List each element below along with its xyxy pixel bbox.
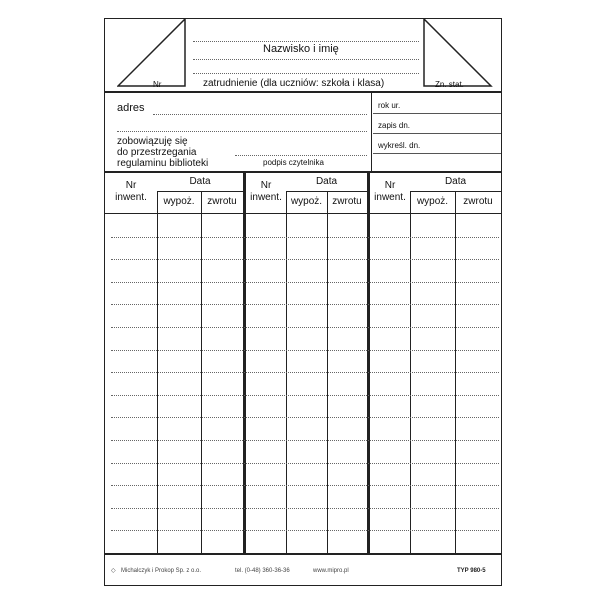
removed-date-line[interactable]: [373, 153, 501, 154]
g1-back-label: zwrotu: [207, 196, 237, 207]
g1-nr-label: Nr: [125, 180, 137, 191]
table-row[interactable]: [111, 282, 499, 283]
name-dotted-line-top: [193, 41, 419, 42]
name-dotted-line[interactable]: [193, 59, 419, 60]
left-corner-triangle: [117, 19, 187, 87]
table-row[interactable]: [111, 485, 499, 486]
table-row[interactable]: [111, 530, 499, 531]
pledge-line-2: do przestrzegania: [117, 147, 197, 158]
g2-out-label: wypoż.: [290, 196, 323, 207]
table-rows: [105, 214, 501, 553]
table-row[interactable]: [111, 372, 499, 373]
status-label: Zn. stat.: [435, 80, 464, 89]
pledge-line-3: regulaminu biblioteki: [117, 158, 209, 169]
g3-out-label: wypoż.: [416, 196, 449, 207]
name-label: Nazwisko i imię: [263, 43, 339, 55]
library-card-form: [104, 18, 502, 586]
year-label: rok ur.: [378, 101, 401, 110]
removed-date-label: wykreśl. dn.: [378, 141, 421, 150]
publisher-name: Michalczyk i Prokop Sp. z o.o.: [121, 568, 202, 574]
publisher-logo-icon: ◇: [111, 568, 116, 574]
g3-inv-label: inwent.: [374, 192, 406, 203]
header-divider: [105, 91, 501, 93]
g1-inv-label: inwent.: [115, 192, 147, 203]
record-date-label: zapis dn.: [378, 121, 411, 130]
g2-back-label: zwrotu: [332, 196, 362, 207]
g3-nr-label: Nr: [384, 180, 396, 191]
publisher-phone: tel. (0-48) 360-36-36: [235, 568, 290, 574]
table-top-divider: [105, 171, 501, 173]
table-row[interactable]: [111, 395, 499, 396]
form-type: TYP 980-5: [457, 568, 486, 574]
right-corner-triangle: [423, 19, 493, 87]
signature-dotted-line[interactable]: [235, 155, 367, 156]
g1-data-underline: [157, 191, 243, 192]
table-row[interactable]: [111, 304, 499, 305]
nr-label: Nr: [153, 80, 162, 89]
publisher-url: www.mipro.pl: [313, 568, 349, 574]
table-row[interactable]: [111, 237, 499, 238]
table-row[interactable]: [111, 508, 499, 509]
address-dotted-line-1[interactable]: [153, 114, 367, 115]
g3-back-label: zwrotu: [463, 196, 493, 207]
g2-nr-label: Nr: [260, 180, 272, 191]
employment-label: zatrudnienie (dla uczniów: szkoła i klasa): [203, 78, 385, 89]
address-dotted-line-2[interactable]: [117, 131, 367, 132]
pledge-line-1: zobowiązuję się: [117, 136, 188, 147]
g1-out-label: wypoż.: [163, 196, 195, 207]
year-line[interactable]: [373, 113, 501, 114]
table-row[interactable]: [111, 440, 499, 441]
registry-divider: [371, 93, 372, 171]
table-row[interactable]: [111, 463, 499, 464]
g1-data-label: Data: [189, 176, 211, 187]
table-row[interactable]: [111, 417, 499, 418]
record-date-line[interactable]: [373, 133, 501, 134]
table-bottom-divider: [105, 553, 501, 555]
employment-dotted-line[interactable]: [193, 73, 419, 74]
g2-inv-label: inwent.: [250, 192, 282, 203]
address-label: adres: [117, 102, 145, 114]
signature-label: podpis czytelnika: [263, 158, 324, 167]
g2-data-label: Data: [315, 176, 338, 187]
g3-data-label: Data: [444, 176, 467, 187]
table-row[interactable]: [111, 259, 499, 260]
table-row[interactable]: [111, 350, 499, 351]
table-row[interactable]: [111, 327, 499, 328]
